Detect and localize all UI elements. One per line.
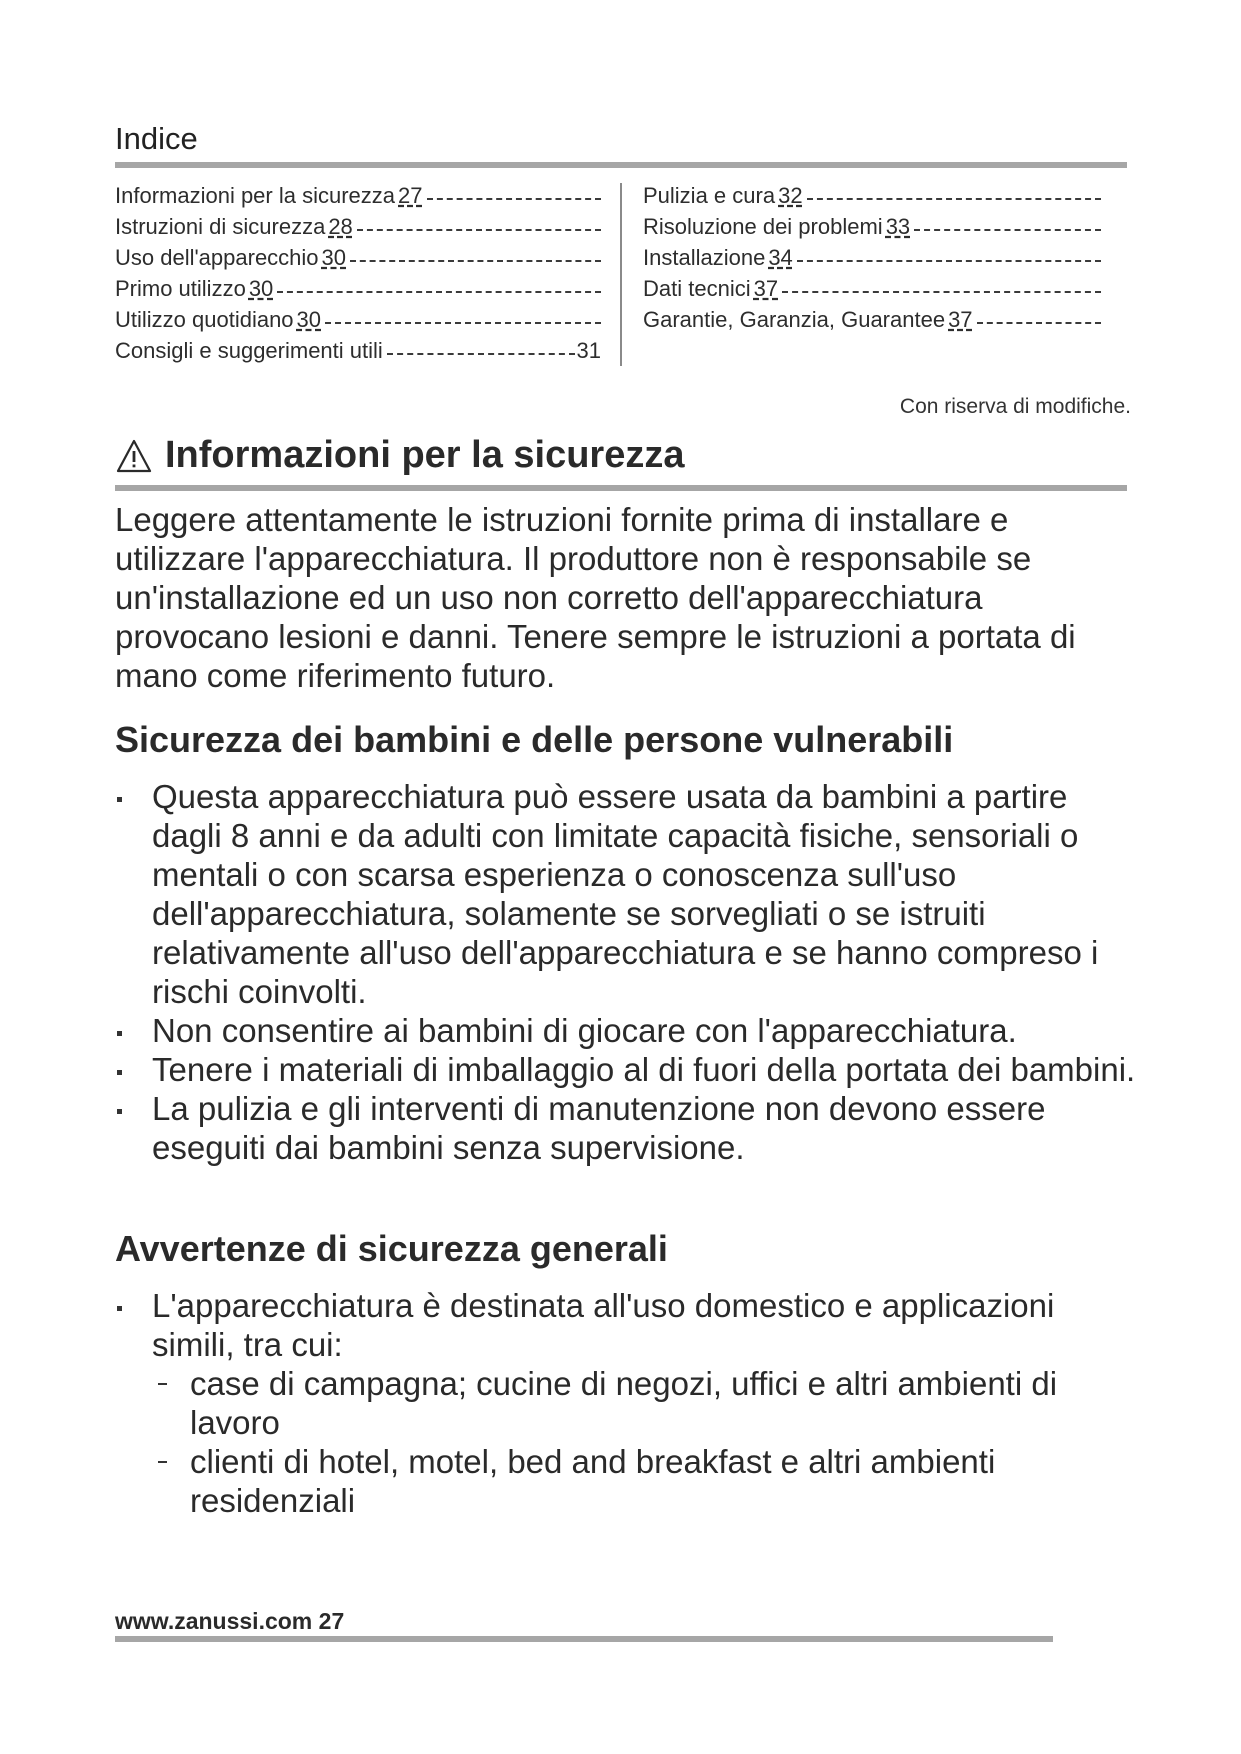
- toc-leader: [357, 229, 601, 231]
- toc-page: 30: [248, 276, 274, 301]
- toc-column-left: [115, 183, 601, 369]
- safety-divider: [115, 485, 1127, 491]
- toc-page: 31: [576, 338, 601, 363]
- general-section-title: Avvertenze di sicurezza generali: [115, 1228, 668, 1269]
- list-item: L'apparecchiatura è destinata all'uso domestico e applicazioni simili, tra cui:: [115, 1286, 1145, 1364]
- list-item: Tenere i materiali di imballaggio al di fuori della portata dei bambini.: [115, 1050, 1145, 1089]
- toc-item[interactable]: [115, 276, 601, 307]
- toc-page: 28: [328, 214, 353, 239]
- toc-leader: [277, 291, 601, 293]
- toc-leader: [797, 260, 1101, 262]
- list-item: Non consentire ai bambini di giocare con l'apparecchiatura.: [115, 1011, 1145, 1050]
- toc-label: Primo utilizzo: [115, 276, 246, 301]
- toc-page: 37: [753, 276, 779, 301]
- revision-note: Con riserva di modifiche.: [899, 395, 1131, 418]
- footer: [115, 1608, 344, 1635]
- footer-page-number: 27: [318, 1608, 345, 1634]
- toc-item[interactable]: [115, 245, 601, 276]
- toc-page: 30: [296, 307, 322, 332]
- toc-item[interactable]: [643, 245, 1101, 276]
- children-section-title: Sicurezza dei bambini e delle persone vulnerabili: [115, 719, 954, 760]
- toc-label: Utilizzo quotidiano: [115, 307, 294, 332]
- dash-icon: [158, 1383, 167, 1385]
- toc-leader: [387, 353, 575, 355]
- toc-leader: [350, 260, 601, 262]
- warning-triangle-icon: [115, 438, 153, 474]
- toc-label: Risoluzione dei problemi: [643, 214, 883, 239]
- bullet-icon: [117, 1031, 122, 1036]
- general-safety-list: [115, 1286, 1145, 1520]
- safety-intro: Leggere attentamente le istruzioni fornite prima di installare e utilizzare l'apparecchiatura. Il produttore non è responsabile se un'installazione ed un uso non corretto dell'apparecchiatura provocano lesioni e danni. Tenere sempre le istruzioni a portata di mano come riferimento futuro.: [115, 501, 1076, 694]
- toc-label: Istruzioni di sicurezza: [115, 214, 326, 239]
- toc-leader: [427, 198, 602, 200]
- toc-page: 27: [398, 183, 423, 208]
- bullet-icon: [117, 797, 122, 802]
- toc-label: Installazione: [643, 245, 766, 270]
- toc-leader: [325, 322, 601, 324]
- bullet-icon: [117, 1306, 122, 1311]
- list-item: La pulizia e gli interventi di manutenzione non devono essere eseguiti dai bambini senza supervisione.: [115, 1089, 1145, 1167]
- toc-column-right: [643, 183, 1101, 338]
- toc-item[interactable]: [115, 307, 601, 338]
- toc-item[interactable]: [115, 214, 601, 245]
- children-safety-list: [115, 777, 1145, 1167]
- sub-list-item: case di campagna; cucine di negozi, uffici e altri ambienti di lavoro: [115, 1364, 1145, 1442]
- bullet-icon: [117, 1109, 122, 1114]
- toc-item[interactable]: [115, 338, 601, 369]
- toc-page: 30: [321, 245, 347, 270]
- index-title: Indice: [115, 121, 198, 156]
- toc-label: Pulizia e cura: [643, 183, 776, 208]
- footer-divider: [115, 1636, 1053, 1642]
- toc-page: 32: [778, 183, 803, 208]
- toc-item[interactable]: [643, 183, 1101, 214]
- safety-title: Informazioni per la sicurezza: [165, 434, 685, 476]
- dash-icon: [158, 1461, 167, 1463]
- toc-label: Garantie, Garanzia, Guarantee: [643, 307, 946, 332]
- index-divider: [115, 162, 1127, 168]
- toc-page: 34: [768, 245, 793, 270]
- toc-label: Uso dell'apparecchio: [115, 245, 319, 270]
- toc-leader: [914, 229, 1101, 231]
- toc-item[interactable]: [643, 276, 1101, 307]
- toc-label: Informazioni per la sicurezza: [115, 183, 396, 208]
- sub-list-item: clienti di hotel, motel, bed and breakfast e altri ambienti residenziali: [115, 1442, 1145, 1520]
- toc-label: Consigli e suggerimenti utili: [115, 338, 383, 363]
- toc-column-divider: [620, 183, 622, 366]
- bullet-icon: [117, 1070, 122, 1075]
- toc-leader: [977, 322, 1101, 324]
- list-item: Questa apparecchiatura può essere usata da bambini a partire dagli 8 anni e da adulti con limitate capacità fisiche, sensoriali o mentali o con scarsa esperienza o conoscenza sull'uso dell'apparecchiatura, solamente se sorvegliati o se istruiti relativamente all'uso dell'apparecchiatura e se hanno compreso i rischi coinvolti.: [115, 777, 1145, 1011]
- toc-page: 33: [885, 214, 911, 239]
- toc-leader: [807, 198, 1101, 200]
- toc-page: 37: [948, 307, 973, 332]
- safety-heading: [115, 434, 684, 477]
- toc-item[interactable]: [115, 183, 601, 214]
- toc-leader: [782, 291, 1101, 293]
- footer-site[interactable]: www.zanussi.com: [115, 1608, 313, 1634]
- toc-item[interactable]: [643, 214, 1101, 245]
- toc-item[interactable]: [643, 307, 1101, 338]
- toc-label: Dati tecnici: [643, 276, 751, 301]
